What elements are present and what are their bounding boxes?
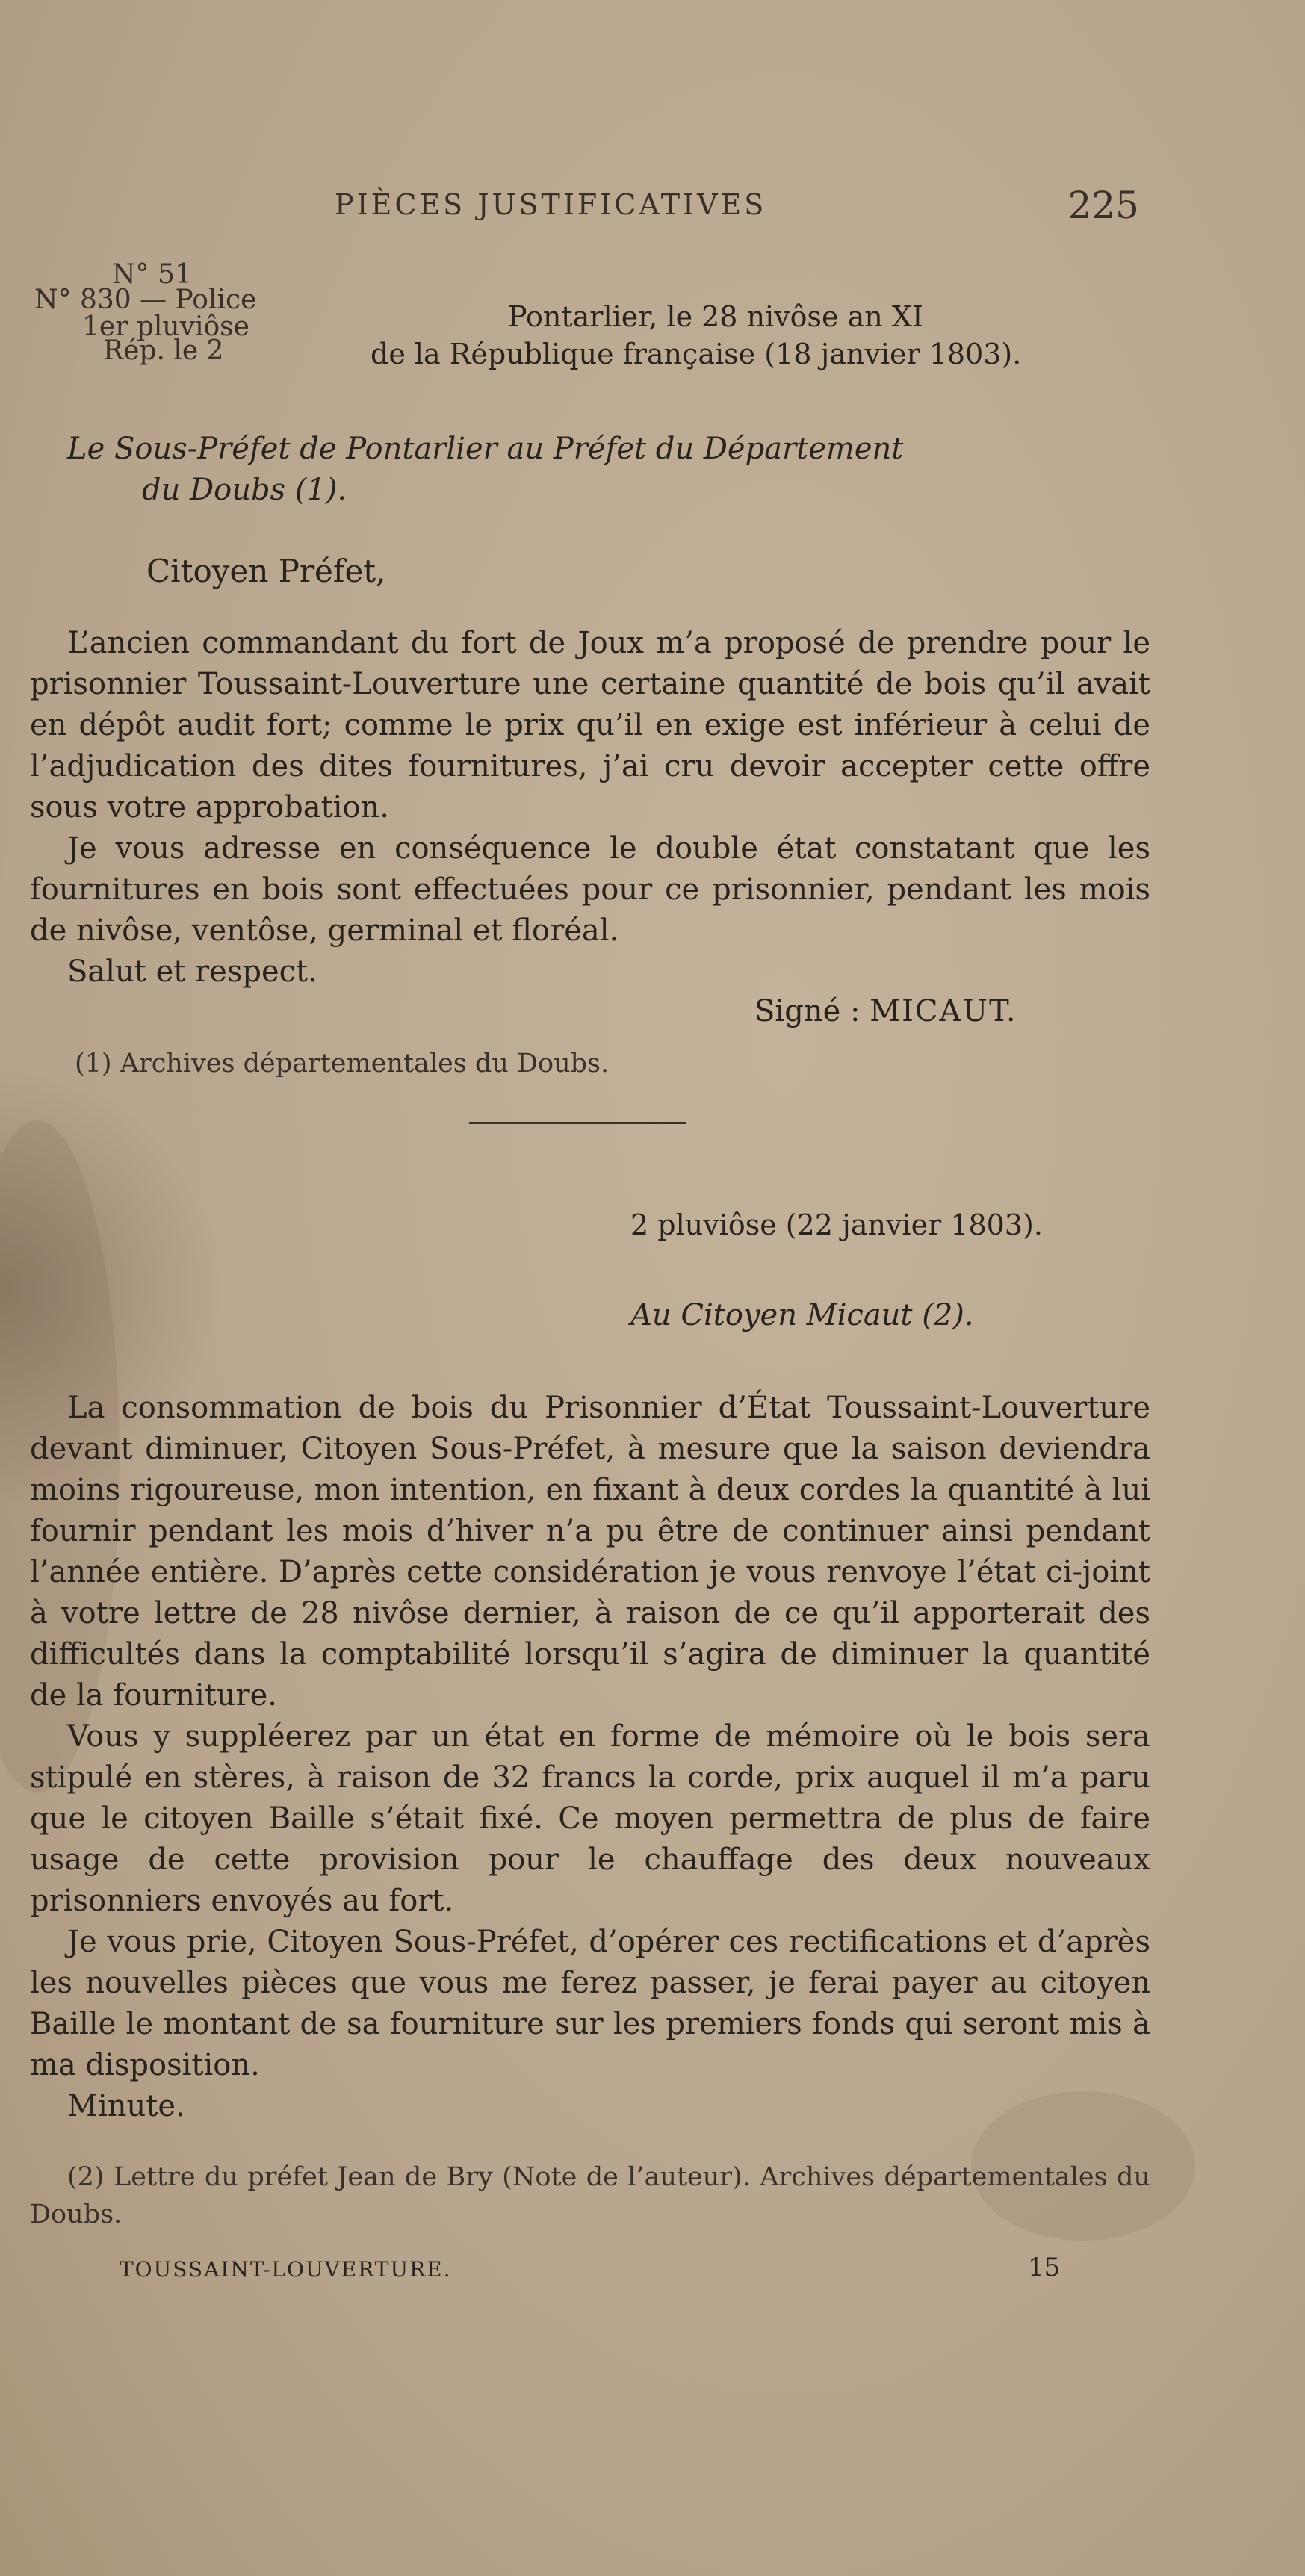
letter-date-line-2: de la République française (18 janvier 1803). bbox=[371, 338, 1022, 370]
body-paragraph: L’ancien commandant du fort de Joux m’a proposé de prendre pour le prisonnier Toussaint-Louverture une certaine quantité de bois qu’il avait en dépôt audit fort; comme le prix qu’il en exige est inférieur à celui de l’adjudication des dites fournitures, j’ai cru devoir accepter cette offre sous votre approbation. bbox=[30, 626, 1150, 825]
reference-reply: Rép. le 2 bbox=[103, 335, 224, 366]
second-letter-address: Au Citoyen Micaut (2). bbox=[630, 1298, 974, 1332]
second-letter-date: 2 pluviôse (22 janvier 1803). bbox=[630, 1208, 1043, 1241]
address-line-1: Le Sous-Préfet de Pontarlier au Préfet du Département bbox=[67, 432, 904, 466]
reference-date: 1er pluviôse bbox=[82, 311, 249, 342]
page-number: 225 bbox=[1067, 184, 1139, 227]
footnote-2: (2) Lettre du préfet Jean de Bry (Note de l’auteur). Archives départementales du Doubs. bbox=[30, 2162, 1150, 2229]
reference-police: N° 830 — Police bbox=[34, 285, 257, 315]
signature-mark: TOUSSAINT-LOUVERTURE. bbox=[120, 2257, 452, 2282]
signature bbox=[754, 994, 1017, 1028]
salutation: Citoyen Préfet, bbox=[146, 553, 386, 589]
address-line-2: du Doubs (1). bbox=[142, 473, 347, 507]
body-paragraph: Vous y suppléerez par un état en forme de mémoire où le bois sera stipulé en stères, à raison de 32 francs la corde, prix auquel il m’a paru que le citoyen Baille s’était fixé. Ce moyen permettra de plus de faire usage de cette provision pour le chauffage des deux nouveaux prisonniers envoyés au fort. bbox=[30, 1719, 1150, 1918]
body-paragraph: La consommation de bois du Prisonnier d’État Toussaint-Louverture devant diminuer, Citoyen Sous-Préfet, à mesure que la saison deviendra moins rigoureuse, mon intention, en fixant à deux cordes la quantité à lui fournir pendant les mois d’hiver n’a pu être de continuer ainsi pendant l’année entière. D’après cette considération je vous renvoye l’état ci-joint à votre lettre de 28 nivôse dernier, à raison de ce qu’il apporterait des difficultés dans la comptabilité lorsqu’il s’agira de diminuer la quantité de la fourniture. bbox=[30, 1391, 1150, 1713]
signature-prefix: Signé : bbox=[754, 994, 870, 1028]
second-letter-body bbox=[30, 1388, 1150, 2127]
body-paragraph: Je vous adresse en conséquence le double état constatant que les fournitures en bois sont effectuées pour ce prisonnier, pendant les mois de nivôse, ventôse, germinal et floréal. bbox=[30, 831, 1150, 948]
section-divider bbox=[469, 1122, 686, 1124]
minute-note: Minute. bbox=[67, 2089, 185, 2123]
body-paragraph: Je vous prie, Citoyen Sous-Préfet, d’opérer ces rectifications et d’après les nouvelles pièces que vous me ferez passer, je ferai payer au citoyen Baille le montant de sa fourniture sur les premiers fonds qui seront mis à ma disposition. bbox=[30, 1925, 1150, 2082]
letter-date-line: Pontarlier, le 28 nivôse an XI bbox=[508, 300, 923, 333]
running-title: PIÈCES JUSTIFICATIVES bbox=[335, 188, 767, 221]
closing-line: Salut et respect. bbox=[67, 955, 317, 989]
reference-number: N° 51 bbox=[112, 259, 192, 290]
footnote-1: (1) Archives départementales du Doubs. bbox=[75, 1049, 610, 1078]
letter-body bbox=[30, 623, 1150, 993]
letter-address bbox=[30, 429, 1150, 511]
sheet-number: 15 bbox=[1028, 2253, 1061, 2282]
signature-name: MICAUT. bbox=[870, 994, 1017, 1028]
